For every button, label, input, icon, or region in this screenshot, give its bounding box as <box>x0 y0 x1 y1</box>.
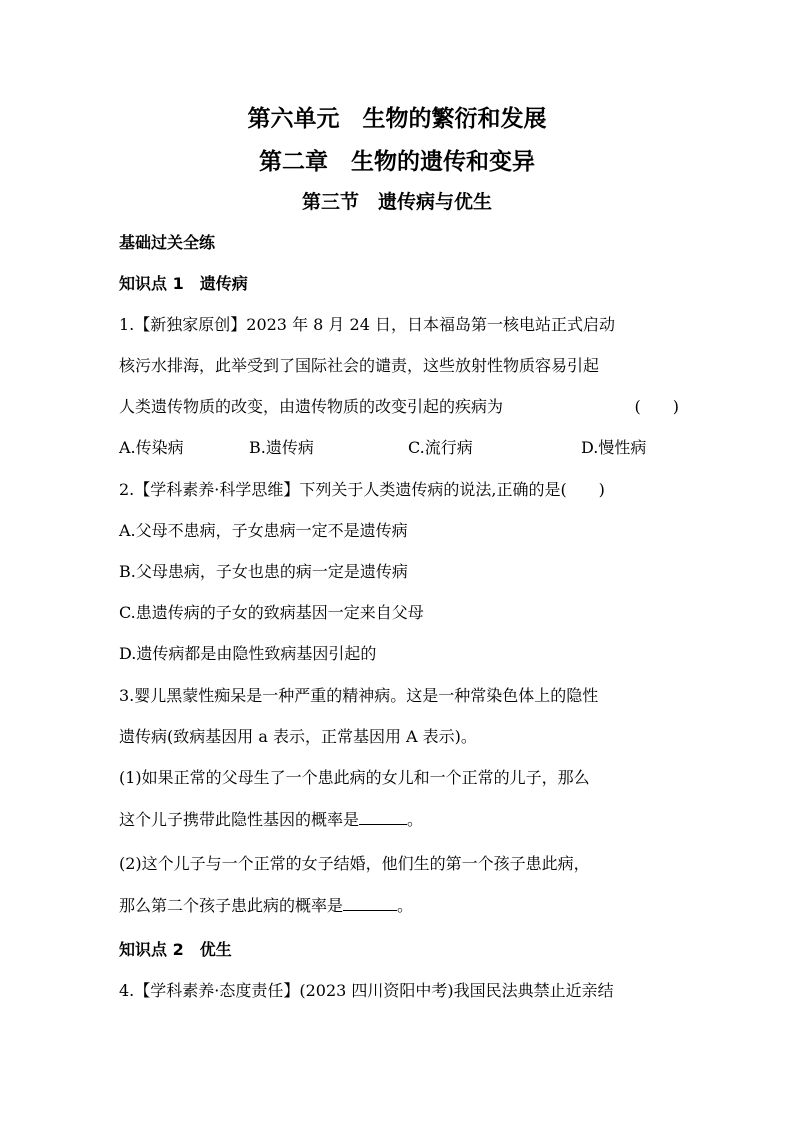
q2-option-c: C.患遗传病的子女的致病基因一定来自父母 <box>119 603 424 622</box>
q3-line-1: 3.婴儿黑蒙性痴呆是一种严重的精神病。这是一种常染色体上的隐性 <box>119 686 599 705</box>
q3-sub1-line-1: (1)如果正常的父母生了一个患此病的女儿和一个正常的儿子，那么 <box>119 768 590 787</box>
q2-option-b: B.父母患病，子女也患的病一定是遗传病 <box>119 562 408 581</box>
q3-sub2-answer-blank[interactable] <box>343 894 397 911</box>
q3-sub1-text: 这个儿子携带此隐性基因的概率是 <box>119 810 360 829</box>
knowledge-point-2: 知识点 2 优生 <box>119 940 232 959</box>
practice-heading: 基础过关全练 <box>119 233 216 252</box>
q3-sub2-line-2 <box>119 894 679 917</box>
q3-line-2: 遗传病(致病基因用 a 表示，正常基因用 A 表示)。 <box>119 727 477 746</box>
q3-sub2-text: 那么第二个孩子患此病的概率是 <box>119 896 344 915</box>
q4-line-1: 4.【学科素养·态度责任】(2023 四川资阳中考)我国民法典禁止近亲结 <box>119 981 614 1000</box>
q3-sub1-answer-blank[interactable] <box>359 808 407 825</box>
q2-stem: 2.【学科素养·科学思维】下列关于人类遗传病的说法,正确的是( ) <box>119 480 605 499</box>
q1-answer-paren: ( ) <box>634 397 679 416</box>
q3-sub2-end-mark: 。 <box>397 896 414 915</box>
q2-option-d: D.遗传病都是由隐性致病基因引起的 <box>119 644 377 663</box>
q1-option-d: D.慢性病 <box>581 438 647 457</box>
q1-stem-end: 人类遗传物质的改变，由遗传物质的改变引起的疾病为 <box>119 397 504 416</box>
q1-option-c: C.流行病 <box>408 438 473 457</box>
q3-sub1-line-2 <box>119 808 679 831</box>
q1-line-3 <box>119 396 679 418</box>
knowledge-point-1: 知识点 1 遗传病 <box>119 274 248 293</box>
unit-title: 第六单元 生物的繁衍和发展 <box>247 106 547 132</box>
q2-option-a: A.父母不患病，子女患病一定不是遗传病 <box>119 521 408 540</box>
q1-option-b: B.遗传病 <box>249 438 314 457</box>
q1-line-2: 核污水排海，此举受到了国际社会的谴责，这些放射性物质容易引起 <box>119 356 600 375</box>
section-title: 第三节 遗传病与优生 <box>301 191 492 213</box>
q3-sub2-line-1: (2)这个儿子与一个正常的女子结婚，他们生的第一个孩子患此病， <box>119 854 590 873</box>
q1-option-a: A.传染病 <box>119 438 184 457</box>
q1-line-1: 1.【新独家原创】2023 年 8 月 24 日，日本福岛第一核电站正式启动 <box>119 315 615 334</box>
q3-sub1-end-mark: 。 <box>407 810 424 829</box>
q1-options <box>119 437 679 459</box>
chapter-title: 第二章 生物的遗传和变异 <box>259 149 535 175</box>
